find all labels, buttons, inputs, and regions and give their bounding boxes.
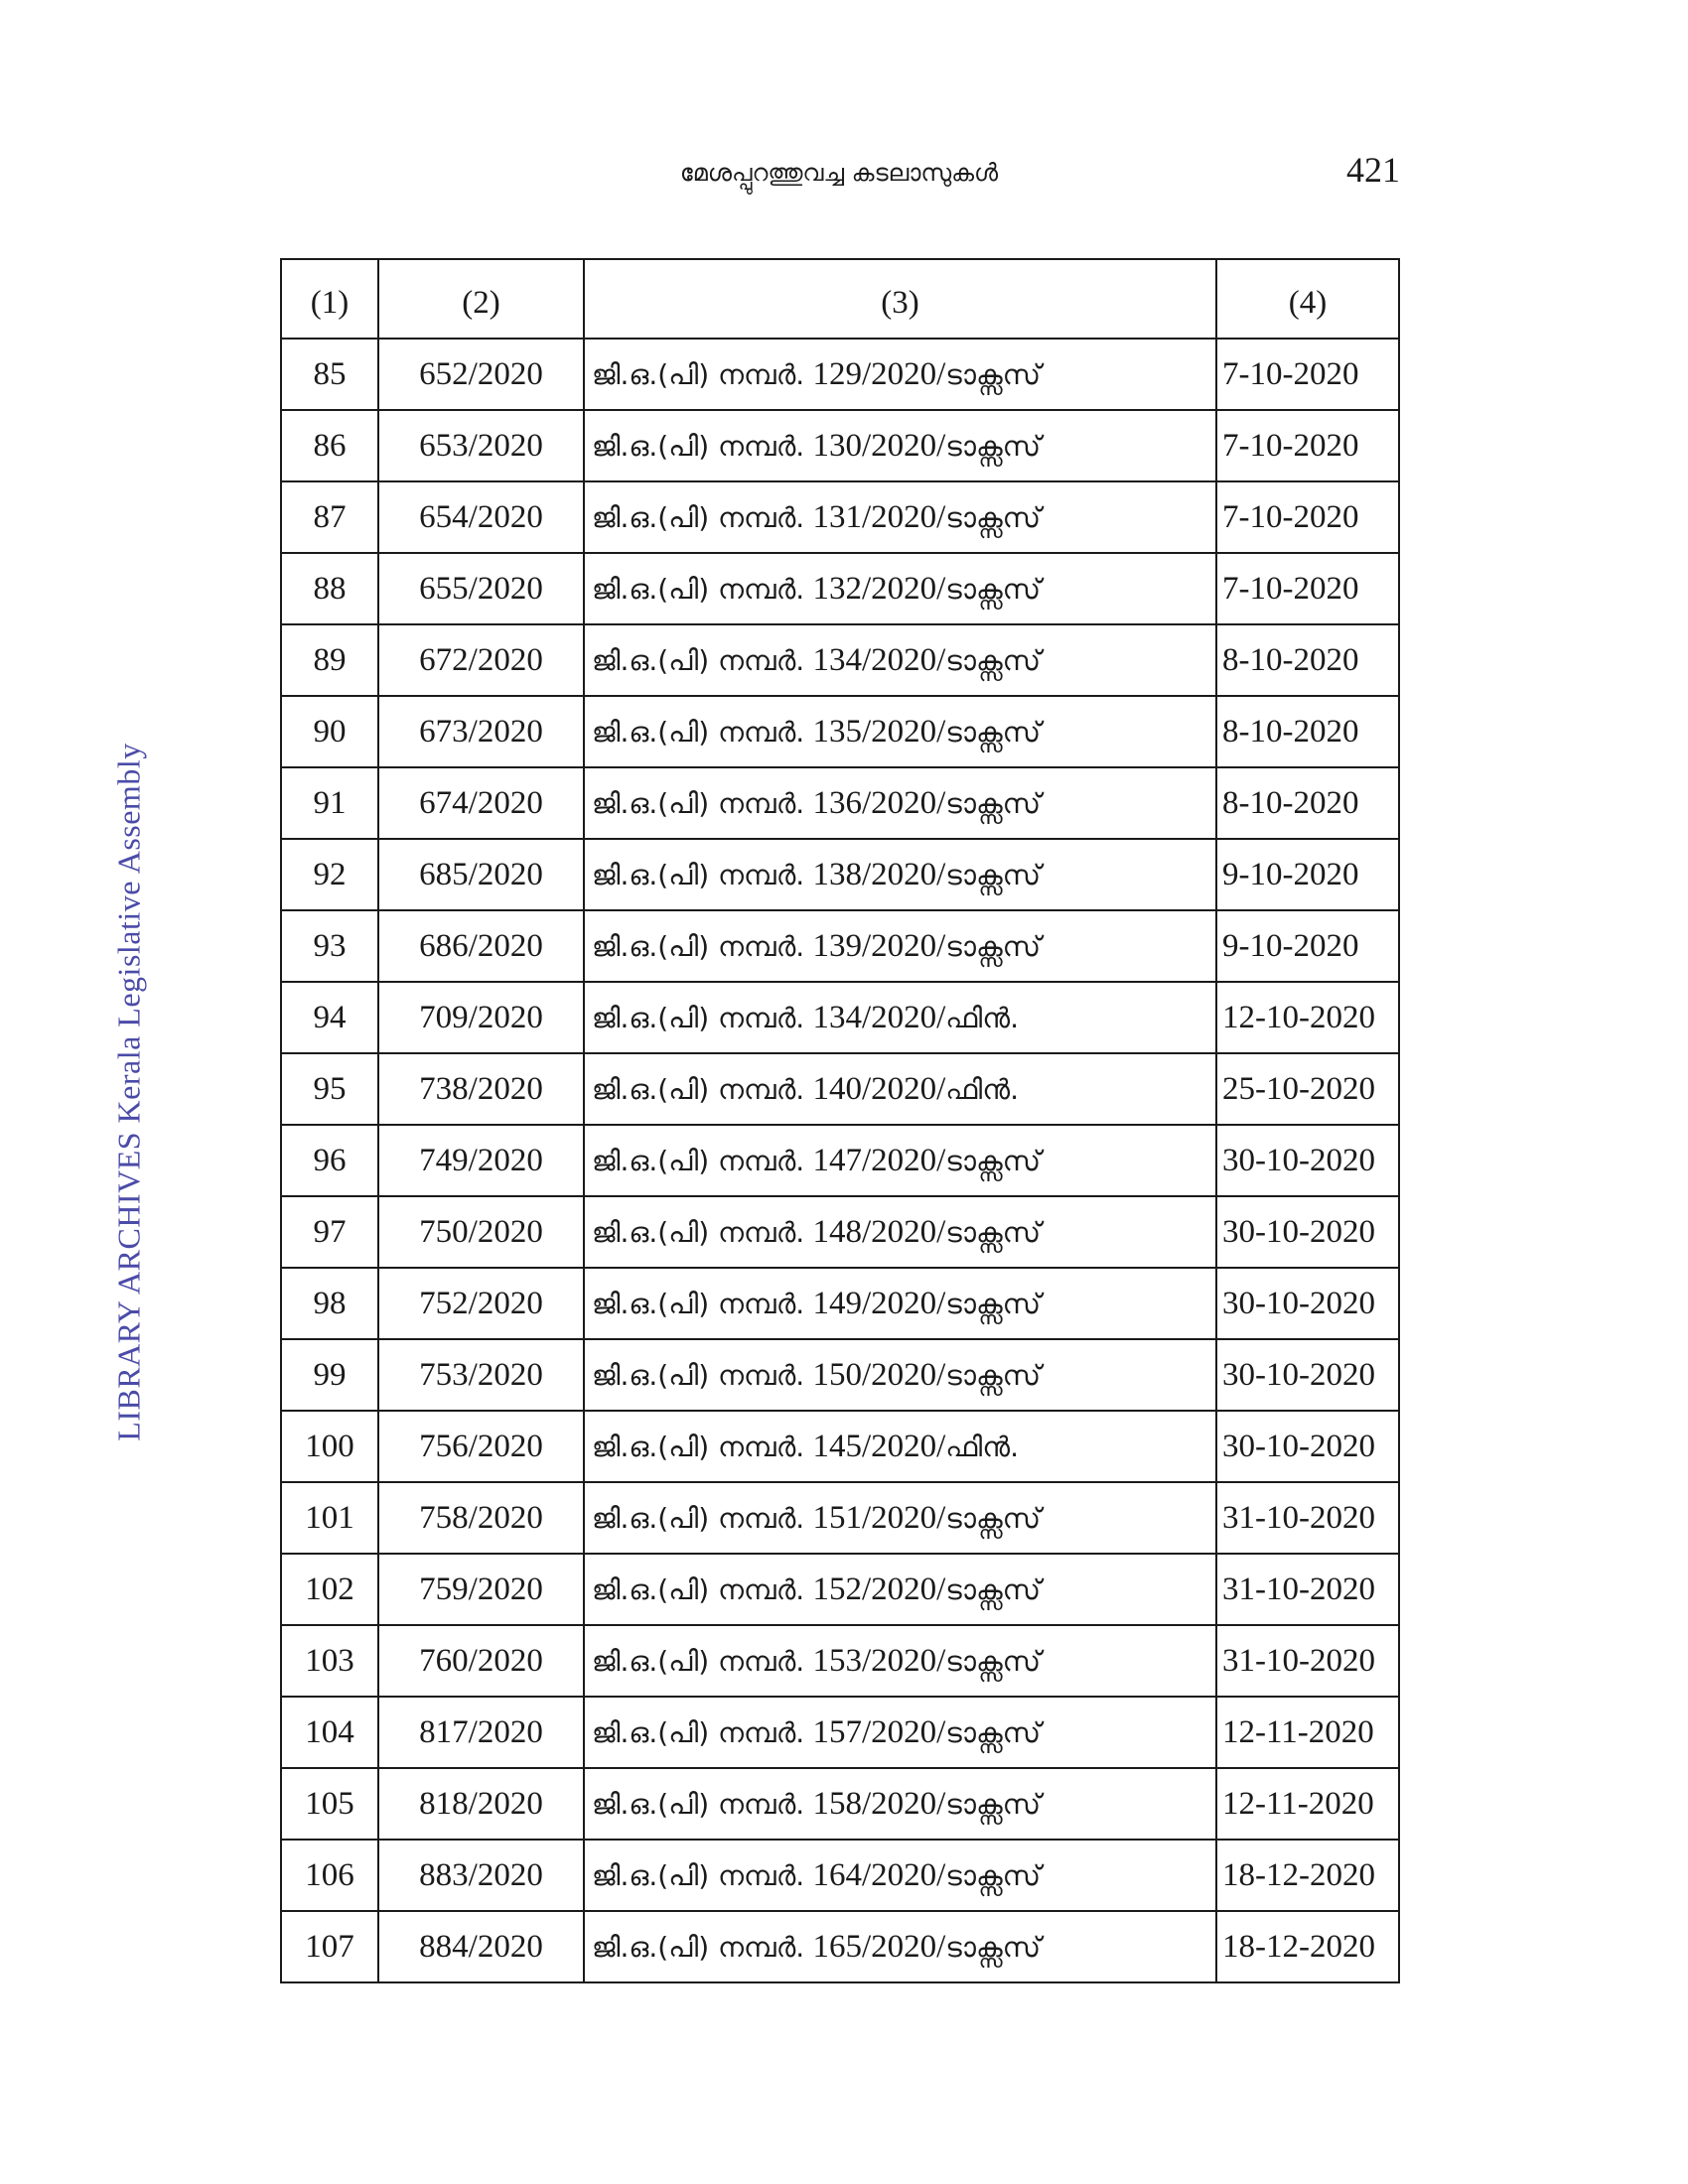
reference-number-cell: 655/2020 bbox=[378, 553, 584, 624]
table-row bbox=[281, 553, 1399, 624]
go-prefix: ജി.ഒ.(പി) നമ്പർ. bbox=[592, 500, 805, 534]
go-prefix: ജി.ഒ.(പി) നമ്പർ. bbox=[592, 1287, 805, 1320]
go-number: 145/2020/ bbox=[812, 1428, 946, 1464]
table-row bbox=[281, 1411, 1399, 1482]
go-prefix: ജി.ഒ.(പി) നമ്പർ. bbox=[592, 1001, 805, 1034]
go-prefix: ജി.ഒ.(പി) നമ്പർ. bbox=[592, 1644, 805, 1678]
department-name: ടാക്സസ് bbox=[945, 1215, 1042, 1249]
table-row bbox=[281, 1196, 1399, 1268]
table-row bbox=[281, 1840, 1399, 1911]
go-reference-cell bbox=[584, 1768, 1216, 1840]
department-name: ടാക്സസ് bbox=[945, 429, 1042, 463]
go-reference-cell bbox=[584, 1053, 1216, 1125]
reference-number-cell: 672/2020 bbox=[378, 624, 584, 696]
go-reference-cell bbox=[584, 1911, 1216, 1982]
go-prefix: ജി.ഒ.(പി) നമ്പർ. bbox=[592, 1787, 805, 1821]
serial-number-cell: 105 bbox=[281, 1768, 378, 1840]
serial-number-cell: 103 bbox=[281, 1625, 378, 1697]
go-reference-cell bbox=[584, 1554, 1216, 1625]
date-cell: 25-10-2020 bbox=[1216, 1053, 1399, 1125]
go-number: 158/2020/ bbox=[812, 1785, 946, 1822]
serial-number-cell: 88 bbox=[281, 553, 378, 624]
table-row bbox=[281, 1911, 1399, 1982]
reference-number-cell: 653/2020 bbox=[378, 410, 584, 481]
department-name: ടാക്സസ് bbox=[945, 1644, 1042, 1678]
date-cell: 30-10-2020 bbox=[1216, 1268, 1399, 1339]
reference-number-cell: 738/2020 bbox=[378, 1053, 584, 1125]
reference-number-cell: 749/2020 bbox=[378, 1125, 584, 1196]
go-reference-cell bbox=[584, 1482, 1216, 1554]
table-row bbox=[281, 624, 1399, 696]
serial-number-cell: 100 bbox=[281, 1411, 378, 1482]
go-number: 149/2020/ bbox=[812, 1285, 946, 1321]
go-reference-cell bbox=[584, 1411, 1216, 1482]
column-header-3: (3) bbox=[584, 259, 1216, 339]
go-number: 132/2020/ bbox=[812, 570, 946, 607]
column-header-4: (4) bbox=[1216, 259, 1399, 339]
serial-number-cell: 89 bbox=[281, 624, 378, 696]
go-reference-cell bbox=[584, 767, 1216, 839]
table-row bbox=[281, 982, 1399, 1053]
go-prefix: ജി.ഒ.(പി) നമ്പർ. bbox=[592, 1430, 805, 1463]
go-prefix: ജി.ഒ.(പി) നമ്പർ. bbox=[592, 572, 805, 606]
date-cell: 9-10-2020 bbox=[1216, 910, 1399, 982]
department-name: ടാക്സസ് bbox=[945, 715, 1042, 749]
go-prefix: ജി.ഒ.(പി) നമ്പർ. bbox=[592, 858, 805, 891]
go-number: 131/2020/ bbox=[812, 498, 946, 535]
reference-number-cell: 753/2020 bbox=[378, 1339, 584, 1411]
department-name: ടാക്സസ് bbox=[945, 1930, 1042, 1964]
date-cell: 12-11-2020 bbox=[1216, 1697, 1399, 1768]
table-row bbox=[281, 1339, 1399, 1411]
date-cell: 12-10-2020 bbox=[1216, 982, 1399, 1053]
go-reference-cell bbox=[584, 1196, 1216, 1268]
date-cell: 8-10-2020 bbox=[1216, 767, 1399, 839]
serial-number-cell: 92 bbox=[281, 839, 378, 910]
go-number: 153/2020/ bbox=[812, 1642, 946, 1679]
table-row bbox=[281, 481, 1399, 553]
go-prefix: ജി.ഒ.(പി) നമ്പർ. bbox=[592, 1215, 805, 1249]
table-row bbox=[281, 767, 1399, 839]
table-header-row bbox=[281, 259, 1399, 339]
go-prefix: ജി.ഒ.(പി) നമ്പർ. bbox=[592, 1501, 805, 1535]
serial-number-cell: 97 bbox=[281, 1196, 378, 1268]
reference-number-cell: 709/2020 bbox=[378, 982, 584, 1053]
date-cell: 7-10-2020 bbox=[1216, 481, 1399, 553]
go-prefix: ജി.ഒ.(പി) നമ്പർ. bbox=[592, 1072, 805, 1106]
department-name: ടാക്സസ് bbox=[945, 1144, 1042, 1177]
column-header-1: (1) bbox=[281, 259, 378, 339]
go-prefix: ജി.ഒ.(പി) നമ്പർ. bbox=[592, 357, 805, 391]
table-row bbox=[281, 696, 1399, 767]
date-cell: 30-10-2020 bbox=[1216, 1339, 1399, 1411]
reference-number-cell: 756/2020 bbox=[378, 1411, 584, 1482]
table-row bbox=[281, 339, 1399, 410]
date-cell: 8-10-2020 bbox=[1216, 624, 1399, 696]
go-reference-cell bbox=[584, 481, 1216, 553]
go-number: 151/2020/ bbox=[812, 1499, 946, 1536]
table-row bbox=[281, 839, 1399, 910]
department-name: ടാക്സസ് bbox=[945, 786, 1042, 820]
go-number: 134/2020/ bbox=[812, 641, 946, 678]
go-number: 148/2020/ bbox=[812, 1213, 946, 1250]
department-name: ടാക്സസ് bbox=[945, 929, 1042, 963]
go-number: 129/2020/ bbox=[812, 355, 946, 392]
reference-number-cell: 818/2020 bbox=[378, 1768, 584, 1840]
serial-number-cell: 99 bbox=[281, 1339, 378, 1411]
department-name: ടാക്സസ് bbox=[945, 572, 1042, 606]
go-reference-cell bbox=[584, 982, 1216, 1053]
department-name: ടാക്സസ് bbox=[945, 1858, 1042, 1892]
table-row bbox=[281, 1482, 1399, 1554]
serial-number-cell: 96 bbox=[281, 1125, 378, 1196]
go-number: 139/2020/ bbox=[812, 927, 946, 964]
go-reference-cell bbox=[584, 910, 1216, 982]
date-cell: 31-10-2020 bbox=[1216, 1482, 1399, 1554]
reference-number-cell: 760/2020 bbox=[378, 1625, 584, 1697]
go-prefix: ജി.ഒ.(പി) നമ്പർ. bbox=[592, 929, 805, 963]
go-prefix: ജി.ഒ.(പി) നമ്പർ. bbox=[592, 1715, 805, 1749]
date-cell: 31-10-2020 bbox=[1216, 1625, 1399, 1697]
reference-number-cell: 884/2020 bbox=[378, 1911, 584, 1982]
go-number: 150/2020/ bbox=[812, 1356, 946, 1393]
serial-number-cell: 87 bbox=[281, 481, 378, 553]
go-number: 165/2020/ bbox=[812, 1928, 946, 1965]
reference-number-cell: 652/2020 bbox=[378, 339, 584, 410]
reference-number-cell: 674/2020 bbox=[378, 767, 584, 839]
date-cell: 7-10-2020 bbox=[1216, 553, 1399, 624]
department-name: ടാക്സസ് bbox=[945, 858, 1042, 891]
go-prefix: ജി.ഒ.(പി) നമ്പർ. bbox=[592, 1144, 805, 1177]
go-prefix: ജി.ഒ.(പി) നമ്പർ. bbox=[592, 429, 805, 463]
reference-number-cell: 817/2020 bbox=[378, 1697, 584, 1768]
department-name: ടാക്സസ് bbox=[945, 500, 1042, 534]
go-reference-cell bbox=[584, 1268, 1216, 1339]
date-cell: 30-10-2020 bbox=[1216, 1125, 1399, 1196]
department-name: ടാക്സസ് bbox=[945, 1572, 1042, 1606]
go-number: 164/2020/ bbox=[812, 1856, 946, 1893]
reference-number-cell: 686/2020 bbox=[378, 910, 584, 982]
go-reference-cell bbox=[584, 339, 1216, 410]
serial-number-cell: 107 bbox=[281, 1911, 378, 1982]
go-prefix: ജി.ഒ.(പി) നമ്പർ. bbox=[592, 1358, 805, 1392]
date-cell: 18-12-2020 bbox=[1216, 1840, 1399, 1911]
go-reference-cell bbox=[584, 1125, 1216, 1196]
reference-number-cell: 883/2020 bbox=[378, 1840, 584, 1911]
go-number: 157/2020/ bbox=[812, 1713, 946, 1750]
go-prefix: ജി.ഒ.(പി) നമ്പർ. bbox=[592, 786, 805, 820]
go-prefix: ജി.ഒ.(പി) നമ്പർ. bbox=[592, 1572, 805, 1606]
reference-number-cell: 759/2020 bbox=[378, 1554, 584, 1625]
go-reference-cell bbox=[584, 624, 1216, 696]
go-number: 136/2020/ bbox=[812, 784, 946, 821]
go-reference-cell bbox=[584, 553, 1216, 624]
serial-number-cell: 101 bbox=[281, 1482, 378, 1554]
go-reference-cell bbox=[584, 839, 1216, 910]
go-reference-cell bbox=[584, 1840, 1216, 1911]
go-number: 152/2020/ bbox=[812, 1570, 946, 1607]
table-row bbox=[281, 910, 1399, 982]
go-number: 147/2020/ bbox=[812, 1142, 946, 1178]
department-name: ടാക്സസ് bbox=[945, 1787, 1042, 1821]
papers-table bbox=[280, 258, 1400, 1983]
go-number: 135/2020/ bbox=[812, 713, 946, 750]
go-reference-cell bbox=[584, 1697, 1216, 1768]
serial-number-cell: 106 bbox=[281, 1840, 378, 1911]
table-body bbox=[281, 339, 1399, 1982]
page-number: 421 bbox=[1346, 150, 1400, 190]
serial-number-cell: 95 bbox=[281, 1053, 378, 1125]
date-cell: 31-10-2020 bbox=[1216, 1554, 1399, 1625]
go-reference-cell bbox=[584, 696, 1216, 767]
go-prefix: ജി.ഒ.(പി) നമ്പർ. bbox=[592, 1858, 805, 1892]
date-cell: 7-10-2020 bbox=[1216, 410, 1399, 481]
table-row bbox=[281, 410, 1399, 481]
department-name: ടാക്സസ് bbox=[945, 1501, 1042, 1535]
table-row bbox=[281, 1768, 1399, 1840]
serial-number-cell: 94 bbox=[281, 982, 378, 1053]
date-cell: 7-10-2020 bbox=[1216, 339, 1399, 410]
serial-number-cell: 104 bbox=[281, 1697, 378, 1768]
date-cell: 18-12-2020 bbox=[1216, 1911, 1399, 1982]
table-row bbox=[281, 1625, 1399, 1697]
reference-number-cell: 752/2020 bbox=[378, 1268, 584, 1339]
reference-number-cell: 673/2020 bbox=[378, 696, 584, 767]
serial-number-cell: 85 bbox=[281, 339, 378, 410]
date-cell: 30-10-2020 bbox=[1216, 1411, 1399, 1482]
running-title: മേശപ്പുറത്തുവച്ച കടലാസുകൾ bbox=[679, 159, 999, 187]
department-name: ടാക്സസ് bbox=[945, 1287, 1042, 1320]
go-number: 138/2020/ bbox=[812, 856, 946, 892]
go-prefix: ജി.ഒ.(പി) നമ്പർ. bbox=[592, 643, 805, 677]
table-row bbox=[281, 1697, 1399, 1768]
date-cell: 9-10-2020 bbox=[1216, 839, 1399, 910]
reference-number-cell: 685/2020 bbox=[378, 839, 584, 910]
running-head bbox=[278, 149, 1400, 199]
department-name: ഫിൻ. bbox=[945, 1001, 1019, 1034]
go-prefix: ജി.ഒ.(പി) നമ്പർ. bbox=[592, 715, 805, 749]
go-reference-cell bbox=[584, 410, 1216, 481]
serial-number-cell: 86 bbox=[281, 410, 378, 481]
go-number: 140/2020/ bbox=[812, 1070, 946, 1107]
go-number: 134/2020/ bbox=[812, 999, 946, 1035]
department-name: ഫിൻ. bbox=[945, 1072, 1019, 1106]
department-name: ടാക്സസ് bbox=[945, 1358, 1042, 1392]
reference-number-cell: 654/2020 bbox=[378, 481, 584, 553]
date-cell: 8-10-2020 bbox=[1216, 696, 1399, 767]
reference-number-cell: 758/2020 bbox=[378, 1482, 584, 1554]
department-name: ടാക്സസ് bbox=[945, 357, 1042, 391]
go-number: 130/2020/ bbox=[812, 427, 946, 464]
table-row bbox=[281, 1268, 1399, 1339]
serial-number-cell: 90 bbox=[281, 696, 378, 767]
table-row bbox=[281, 1125, 1399, 1196]
column-header-2: (2) bbox=[378, 259, 584, 339]
department-name: ടാക്സസ് bbox=[945, 1715, 1042, 1749]
serial-number-cell: 91 bbox=[281, 767, 378, 839]
serial-number-cell: 102 bbox=[281, 1554, 378, 1625]
serial-number-cell: 98 bbox=[281, 1268, 378, 1339]
date-cell: 12-11-2020 bbox=[1216, 1768, 1399, 1840]
table-row bbox=[281, 1053, 1399, 1125]
department-name: ടാക്സസ് bbox=[945, 643, 1042, 677]
go-reference-cell bbox=[584, 1339, 1216, 1411]
table-row bbox=[281, 1554, 1399, 1625]
reference-number-cell: 750/2020 bbox=[378, 1196, 584, 1268]
go-reference-cell bbox=[584, 1625, 1216, 1697]
date-cell: 30-10-2020 bbox=[1216, 1196, 1399, 1268]
go-prefix: ജി.ഒ.(പി) നമ്പർ. bbox=[592, 1930, 805, 1964]
department-name: ഫിൻ. bbox=[945, 1430, 1019, 1463]
serial-number-cell: 93 bbox=[281, 910, 378, 982]
archive-watermark: LIBRARY ARCHIVES Kerala Legislative Assembly bbox=[110, 743, 147, 1441]
